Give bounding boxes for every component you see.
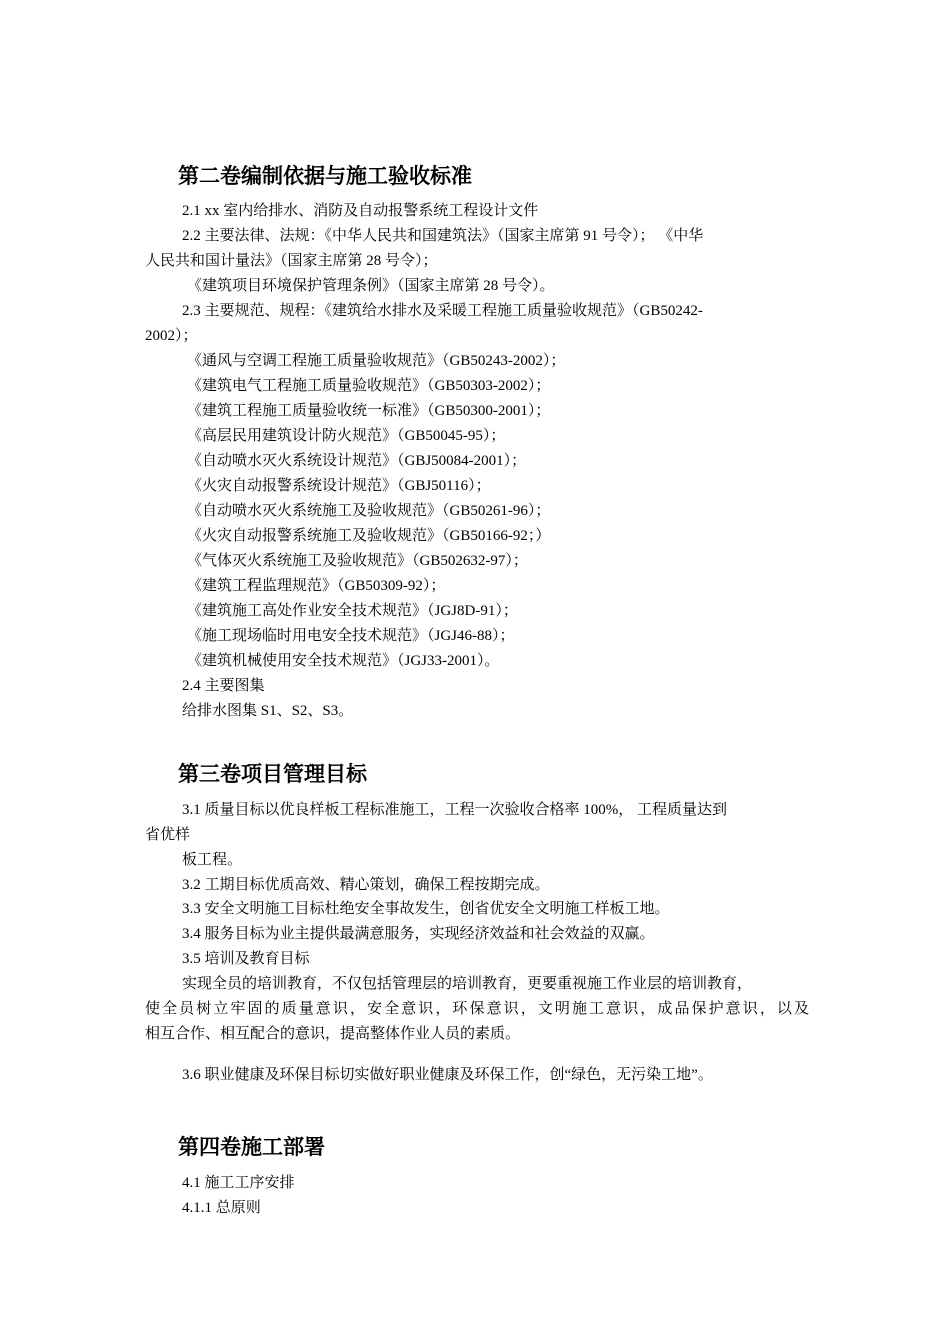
paragraph-4-1-1: 4.1.1 总原则 bbox=[182, 1200, 261, 1216]
paragraph-2-3-line1: 2.3 主要规范、规程：《建筑给水排水及采暖工程施工质量验收规范》（GB50242- bbox=[182, 303, 703, 319]
paragraph-3-3: 3.3 安全文明施工目标杜绝安全事故发生，创省优安全文明施工样板工地。 bbox=[182, 901, 670, 917]
paragraph-2-2-line1: 2.2 主要法律、法规：《中华人民共和国建筑法》（国家主席第 91 号令）； 《中华 bbox=[182, 228, 704, 244]
paragraph-2-3-line2: 2002）； bbox=[145, 328, 198, 344]
spec-item: 《建筑工程监理规范》（GB50309-92）； bbox=[187, 578, 446, 594]
paragraph-2-4: 2.4 主要图集 bbox=[182, 678, 265, 694]
section-heading-vol4: 第四卷施工部署 bbox=[178, 1135, 325, 1159]
spec-item: 《通风与空调工程施工质量验收规范》（GB50243-2002）； bbox=[187, 353, 566, 369]
paragraph-3-5-body-line3: 相互合作、相互配合的意识，提高整体作业人员的素质。 bbox=[145, 1026, 521, 1042]
section-heading-vol3: 第三卷项目管理目标 bbox=[178, 762, 367, 786]
spec-item: 《建筑施工高处作业安全技术规范》（JGJ8D-91）； bbox=[187, 603, 518, 619]
paragraph-3-5-body-line2: 使全员树立牢固的质量意识，安全意识，环保意识，文明施工意识，成品保护意识，以及 bbox=[145, 1001, 809, 1017]
spec-item: 《自动喷水灭火系统设计规范》（GBJ50084-2001）； bbox=[187, 453, 527, 469]
spec-item: 《建筑机械使用安全技术规范》（JGJ33-2001）。 bbox=[187, 653, 500, 669]
spec-item: 《高层民用建筑设计防火规范》（GB50045-95）； bbox=[187, 428, 506, 444]
paragraph-3-6: 3.6 职业健康及环保目标切实做好职业健康及环保工作，创“绿色，无污染工地”。 bbox=[182, 1067, 713, 1083]
spec-item: 《气体灭火系统施工及验收规范》（GB502632-97）； bbox=[187, 553, 528, 569]
paragraph-3-1-line1: 3.1 质量目标以优良样板工程标准施工，工程一次验收合格率 100%， 工程质量达到 bbox=[182, 802, 727, 818]
paragraph-3-2: 3.2 工期目标优质高效、精心策划，确保工程按期完成。 bbox=[182, 877, 550, 893]
spec-item: 《建筑工程施工质量验收统一标准》（GB50300-2001）； bbox=[187, 403, 551, 419]
paragraph-2-2-line2: 人民共和国计量法》（国家主席第 28 号令）； bbox=[145, 253, 438, 269]
paragraph-3-5-body-line1: 实现全员的培训教育，不仅包括管理层的培训教育，更要重视施工作业层的培训教育， bbox=[182, 976, 753, 992]
paragraph-3-4: 3.4 服务目标为业主提供最满意服务，实现经济效益和社会效益的双赢。 bbox=[182, 926, 655, 942]
paragraph-3-1-line3: 板工程。 bbox=[182, 852, 243, 868]
spec-item: 《火灾自动报警系统设计规范》（GBJ50116）； bbox=[187, 478, 491, 494]
spec-item: 《自动喷水灭火系统施工及验收规范》（GB50261-96）； bbox=[187, 503, 551, 519]
spec-item: 《建筑电气工程施工质量验收规范》（GB50303-2002）； bbox=[187, 378, 551, 394]
paragraph-4-1: 4.1 施工工序安排 bbox=[182, 1175, 295, 1191]
paragraph-2-1: 2.1 xx 室内给排水、消防及自动报警系统工程设计文件 bbox=[182, 203, 539, 219]
section-heading-vol2: 第二卷编制依据与施工验收标准 bbox=[178, 164, 472, 188]
paragraph-3-1-line2: 省优样 bbox=[145, 827, 191, 843]
paragraph-3-5: 3.5 培训及教育目标 bbox=[182, 951, 310, 967]
spec-item: 《火灾自动报警系统施工及验收规范》（GB50166-92；） bbox=[187, 528, 551, 544]
spec-item: 《施工现场临时用电安全技术规范》（JGJ46-88）； bbox=[187, 628, 515, 644]
paragraph-2-2-line3: 《建筑项目环境保护管理条例》（国家主席第 28 号令）。 bbox=[187, 278, 555, 294]
paragraph-2-4-atlas: 给排水图集 S1、S2、S3。 bbox=[182, 703, 354, 719]
